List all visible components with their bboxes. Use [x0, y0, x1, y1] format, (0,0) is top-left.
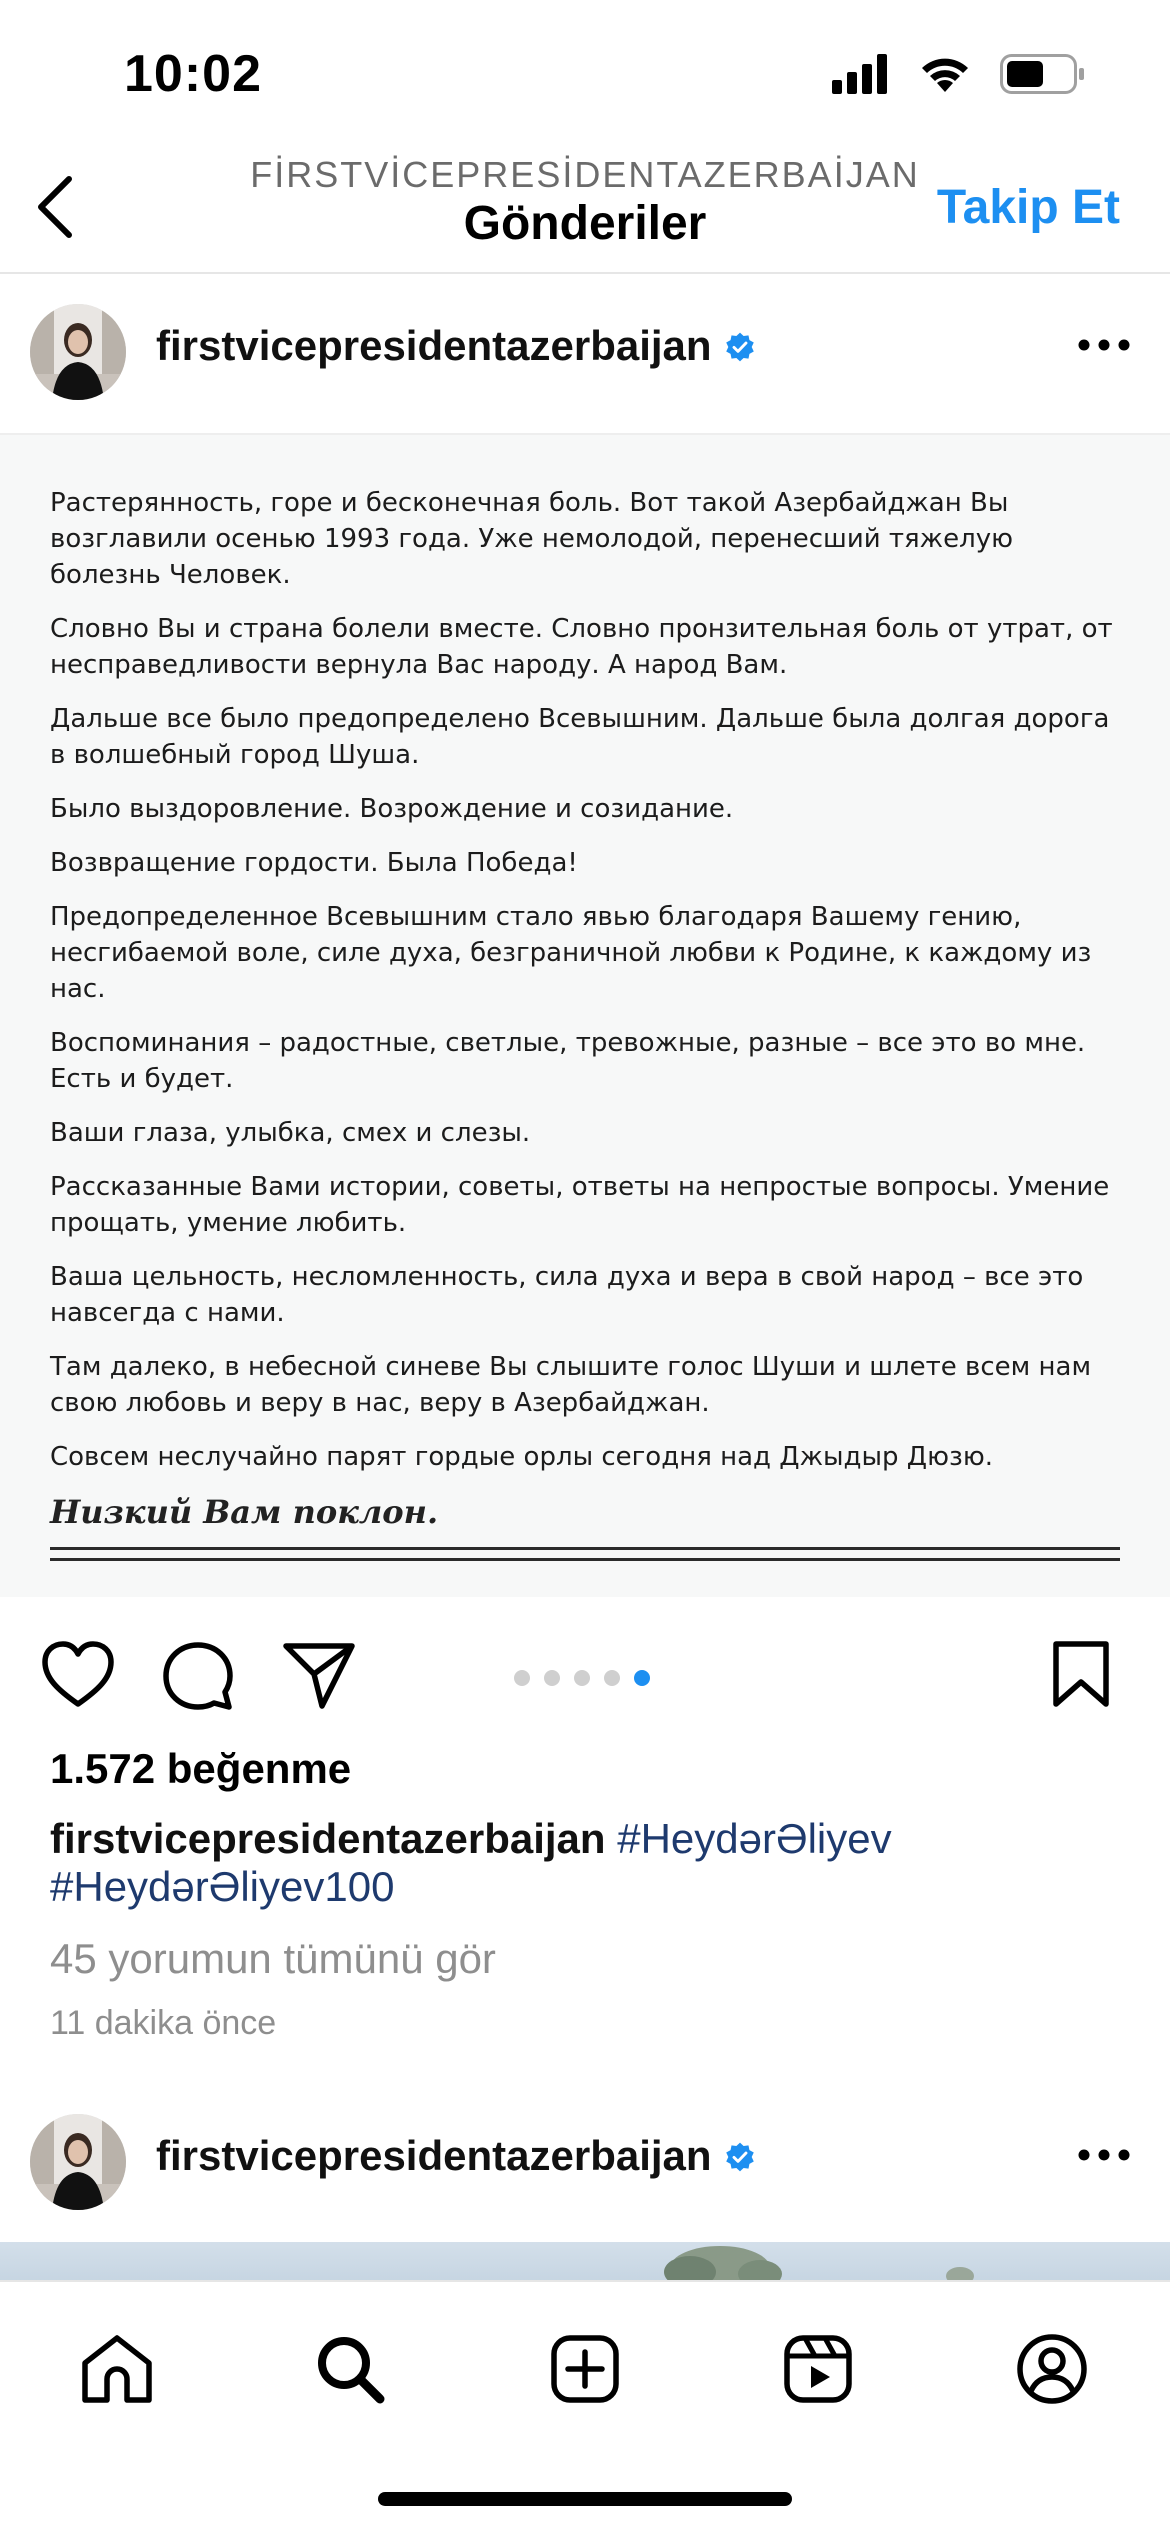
like-count[interactable]: 1.572 beğenme: [50, 1745, 352, 1792]
post-header: [0, 272, 1170, 432]
nav-subtitle: FİRSTVİCEPRESİDENTAZERBAİJAN: [250, 154, 920, 195]
profile-icon: [1016, 2333, 1088, 2405]
post-timestamp: 11 dakika önce: [50, 2004, 277, 2042]
post-paragraph: Там далеко, в небесной синеве Вы слышите голос Шуши и шлете всем нам свою любовь и веру в нас, веру в Азербайджан.: [50, 1352, 1092, 1418]
search-icon: [314, 2333, 386, 2405]
battery-icon: [1000, 54, 1084, 94]
bookmark-icon: [1050, 1640, 1112, 1710]
more-horizontal-icon: [1078, 338, 1130, 352]
home-icon: [79, 2333, 155, 2405]
signal-icon: [832, 54, 890, 94]
more-options-button[interactable]: [1078, 2148, 1130, 2167]
more-options-button[interactable]: [1078, 338, 1130, 357]
post-paragraph: Было выздоровление. Возрождение и созидание.: [50, 794, 734, 824]
post-paragraph: Совсем неслучайно парят гордые орлы сегодня над Джыдыр Дюзю.: [50, 1442, 993, 1472]
tab-bar: [0, 2280, 1170, 2534]
status-icons: [832, 54, 1084, 94]
next-post-username[interactable]: [156, 2132, 756, 2183]
post-paragraph: Словно Вы и страна болели вместе. Словно пронзительная боль от утрат, от несправедливости вернула Вас народу. А народ Вам.: [50, 614, 1113, 680]
status-bar: [0, 0, 1170, 150]
follow-button[interactable]: Takip Et: [936, 181, 1120, 234]
view-comments-link[interactable]: 45 yorumun tümünü gör: [50, 1935, 496, 1982]
carousel-dot: [574, 1670, 590, 1686]
post-signature: Низкий Вам поклон.: [50, 1493, 439, 1531]
avatar[interactable]: [30, 304, 126, 400]
wifi-icon: [918, 54, 972, 94]
tab-search[interactable]: [305, 2324, 395, 2414]
tab-create[interactable]: [540, 2324, 630, 2414]
post-image[interactable]: [0, 433, 1170, 1597]
tree-silhouette: [0, 2242, 1170, 2282]
avatar-image: [30, 2114, 126, 2210]
signature-divider: [50, 1547, 1120, 1561]
next-post-image[interactable]: [0, 2242, 1170, 2282]
post-paragraph: Воспоминания – радостные, светлые, тревожные, разные – все это во мне. Есть и будет.: [50, 1028, 1086, 1094]
caption-username[interactable]: firstvicepresidentazerbaijan: [50, 1815, 606, 1862]
create-icon: [550, 2334, 620, 2404]
carousel-dot: [544, 1670, 560, 1686]
avatar[interactable]: [30, 2114, 126, 2210]
next-post-header: [0, 2082, 1170, 2242]
avatar-image: [30, 304, 126, 400]
heart-icon: [40, 1640, 116, 1710]
status-time: 10:02: [124, 45, 262, 103]
carousel-dot-active: [634, 1670, 650, 1686]
page-title: Gönderiler: [463, 197, 707, 250]
tab-reels[interactable]: [773, 2324, 863, 2414]
comment-icon: [162, 1640, 234, 1712]
post-username-text: firstvicepresidentazerbaijan: [156, 322, 712, 369]
next-post-username-text: firstvicepresidentazerbaijan: [156, 2132, 712, 2179]
save-button[interactable]: [1050, 1640, 1112, 1715]
carousel-dot: [604, 1670, 620, 1686]
share-button[interactable]: [282, 1640, 356, 1715]
verified-badge-icon: [724, 325, 756, 373]
post-paragraph: Ваши глаза, улыбка, смех и слезы.: [50, 1118, 531, 1148]
nav-header: [0, 150, 1170, 274]
post-paragraph: Дальше все было предопределено Всевышним. Дальше была долгая дорога в волшебный город Шуша.: [50, 704, 1110, 770]
carousel-dot: [514, 1670, 530, 1686]
post-paragraph: Растерянность, горе и бесконечная боль. Вот такой Азербайджан Вы возглавили осенью 1993 года. Уже немолодой, перенесший тяжелую болезнь Человек.: [50, 488, 1013, 590]
post-paragraph: Возвращение гордости. Была Победа!: [50, 848, 578, 878]
post-paragraph: Предопределенное Всевышним стало явью благодаря Вашему гению, несгибаемой воле, силе духа, безграничной любви к Родине, к каждому из нас.: [50, 902, 1092, 1004]
post-actions: [0, 1630, 1170, 1730]
post-image-text: [50, 485, 1120, 1493]
post-caption: [50, 1815, 1130, 1911]
hashtag-link[interactable]: #HeydərƏliyev100: [50, 1863, 395, 1910]
reels-icon: [783, 2334, 853, 2404]
tab-profile[interactable]: [1007, 2324, 1097, 2414]
post-username[interactable]: [156, 322, 756, 373]
share-icon: [282, 1640, 356, 1710]
verified-badge-icon: [724, 2135, 756, 2183]
more-horizontal-icon: [1078, 2148, 1130, 2162]
tab-home[interactable]: [72, 2324, 162, 2414]
home-indicator[interactable]: [378, 2492, 792, 2506]
comment-button[interactable]: [162, 1640, 234, 1717]
carousel-indicator: [514, 1670, 650, 1686]
post-paragraph: Ваша цельность, несломленность, сила духа и вера в свой народ – все это навсегда с нами.: [50, 1262, 1084, 1328]
like-button[interactable]: [40, 1640, 116, 1715]
post-paragraph: Рассказанные Вами истории, советы, ответы на непростые вопросы. Умение прощать, умение любить.: [50, 1172, 1110, 1238]
hashtag-link[interactable]: #HeydərƏliyev: [617, 1815, 892, 1862]
